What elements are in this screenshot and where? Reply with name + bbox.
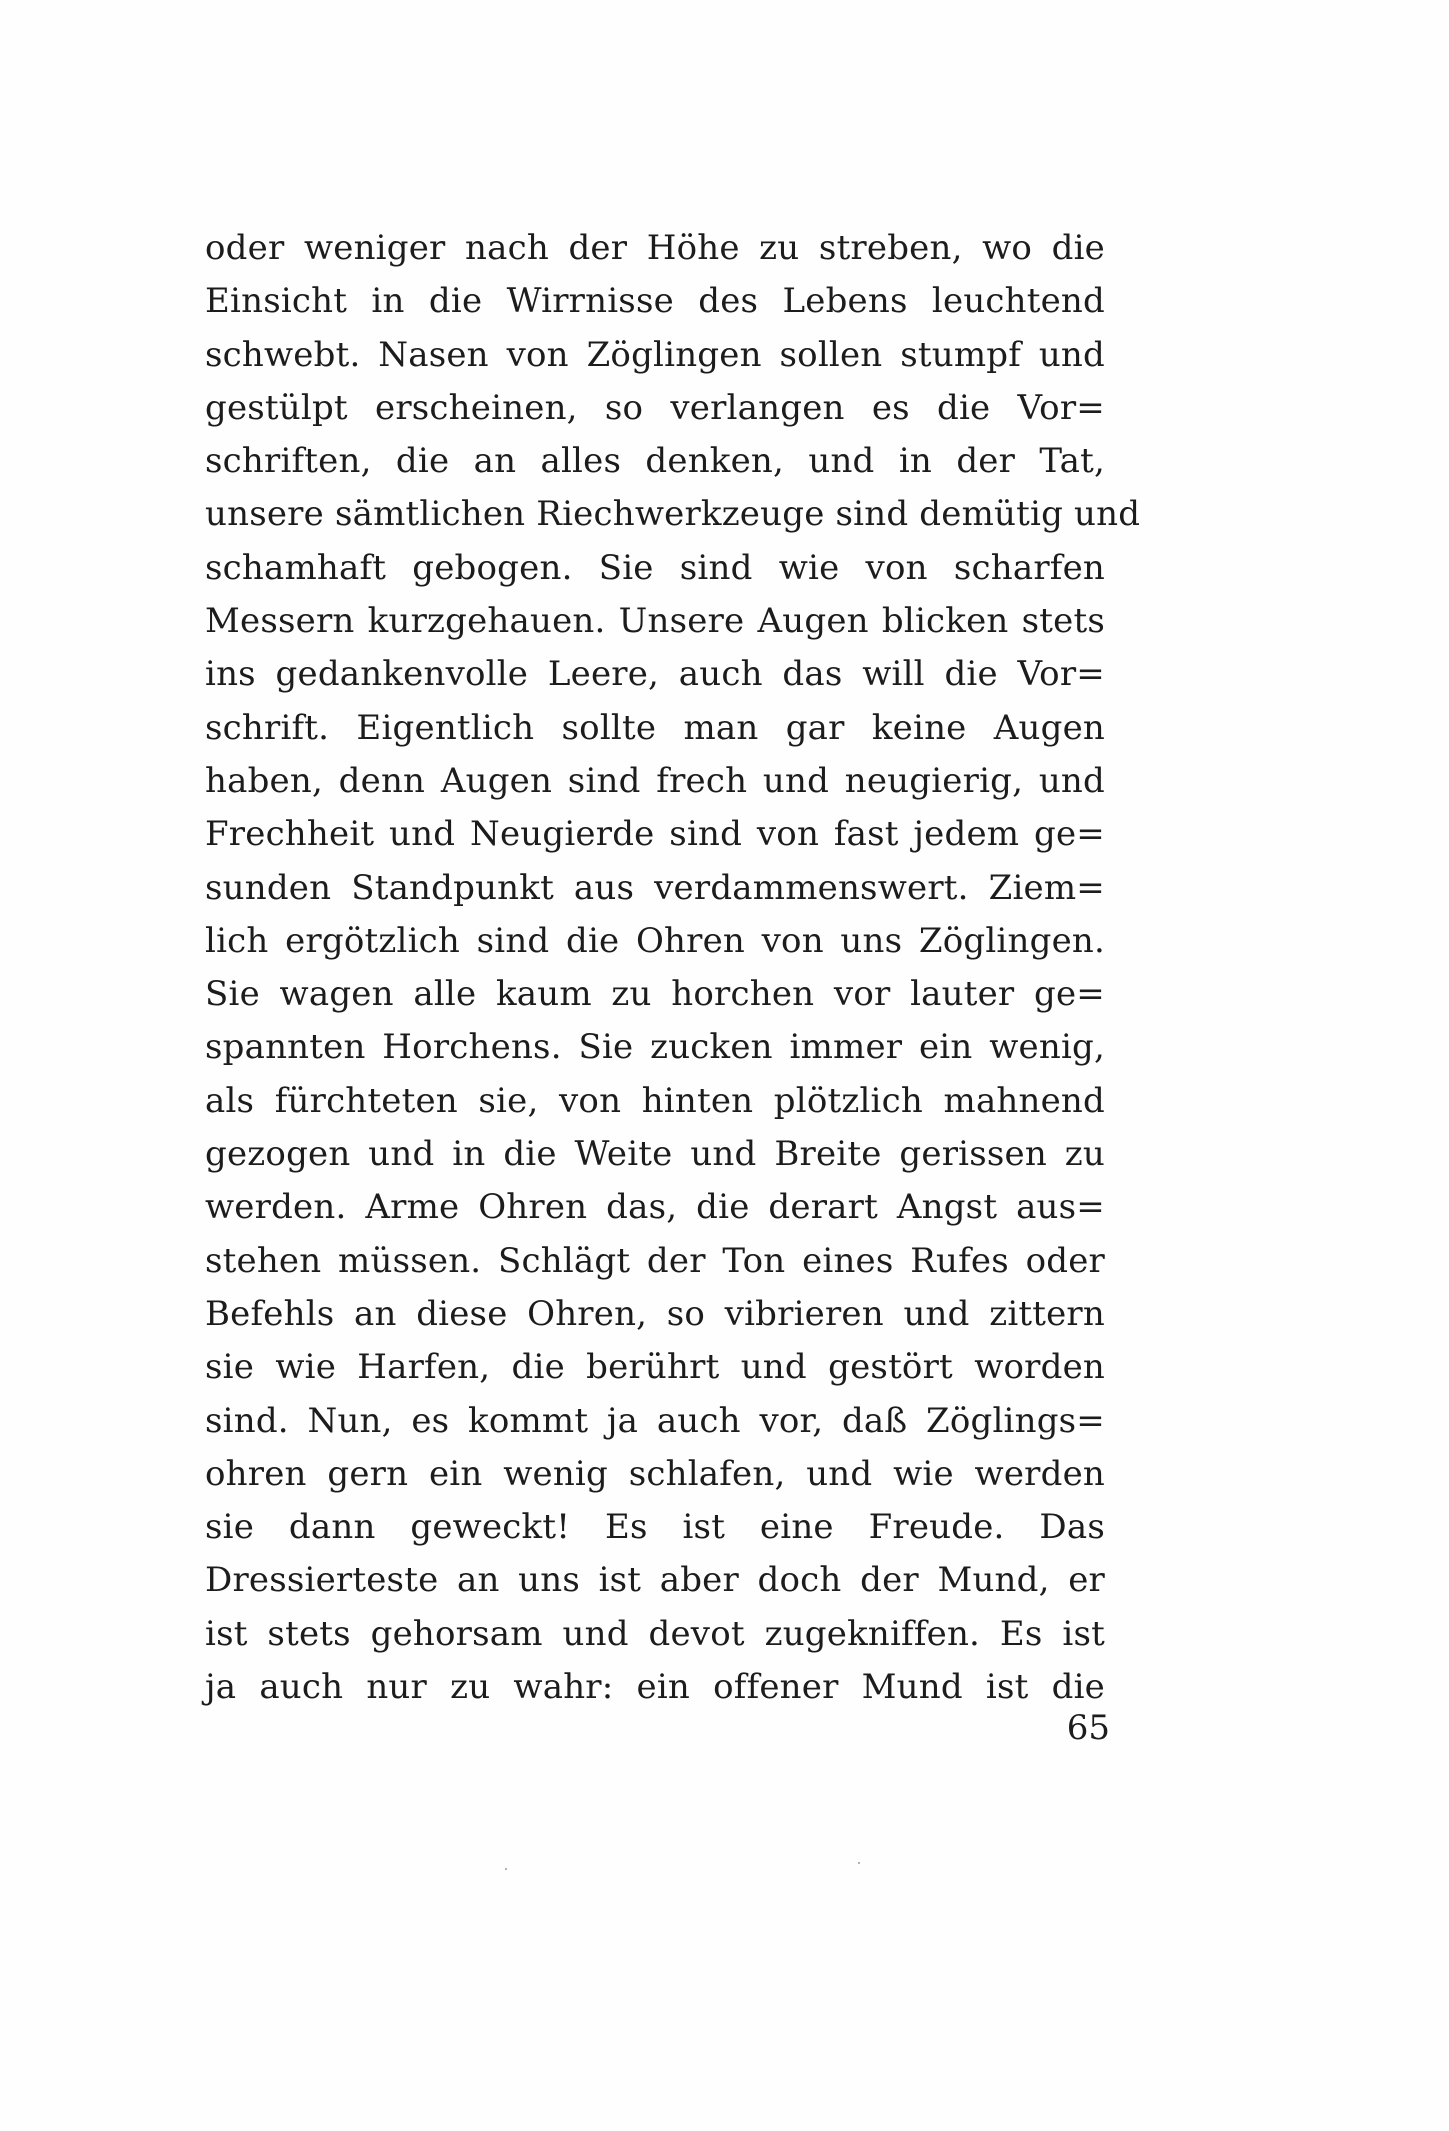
text-line: schamhaft gebogen. Sie sind wie von scharfen [205, 547, 1105, 588]
text-line: gezogen und in die Weite und Breite gerissen zu [205, 1134, 1105, 1175]
text-line: ja auch nur zu wahr: ein offener Mund ist die [205, 1667, 1105, 1708]
text-line: Dressierteste an uns ist aber doch der Mund, er [205, 1560, 1105, 1601]
paper-speck [505, 1868, 507, 1870]
paper-speck [858, 1862, 860, 1864]
text-line: als fürchteten sie, von hinten plötzlich mahnend [205, 1080, 1105, 1121]
text-line: Befehls an diese Ohren, so vibrieren und zittern [205, 1293, 1105, 1334]
text-line: sind. Nun, es kommt ja auch vor, daß Zöglings= [205, 1400, 1105, 1441]
body-text [205, 222, 1141, 1714]
text-line: sunden Standpunkt aus verdammenswert. Ziem= [205, 867, 1105, 908]
text-line: ist stets gehorsam und devot zugekniffen. Es ist [205, 1613, 1105, 1654]
text-line: schriften, die an alles denken, und in der Tat, [205, 441, 1105, 482]
text-line: sie wie Harfen, die berührt und gestört worden [205, 1347, 1105, 1388]
text-line: haben, denn Augen sind frech und neugierig, und [205, 760, 1105, 801]
text-line: Sie wagen alle kaum zu horchen vor lauter ge= [205, 974, 1105, 1015]
text-line: Messern kurzgehauen. Unsere Augen blicken stets [205, 601, 1105, 642]
text-line: Einsicht in die Wirrnisse des Lebens leuchtend [205, 281, 1105, 322]
text-line: ins gedankenvolle Leere, auch das will die Vor= [205, 654, 1105, 695]
text-line: unsere sämtlichen Riechwerkzeuge sind demütig und [205, 494, 1141, 535]
text-line: lich ergötzlich sind die Ohren von uns Zöglingen. [205, 920, 1105, 961]
text-line: gestülpt erscheinen, so verlangen es die Vor= [205, 387, 1105, 428]
text-line: sie dann geweckt! Es ist eine Freude. Das [205, 1507, 1105, 1548]
text-line: stehen müssen. Schlägt der Ton eines Rufes oder [205, 1240, 1105, 1281]
text-line: spannten Horchens. Sie zucken immer ein wenig, [205, 1027, 1105, 1068]
page-number: 65 [1066, 1708, 1110, 1748]
text-line: ohren gern ein wenig schlafen, und wie werden [205, 1453, 1105, 1494]
text-line: schwebt. Nasen von Zöglingen sollen stumpf und [205, 334, 1105, 375]
text-line: Frechheit und Neugierde sind von fast jedem ge= [205, 814, 1105, 855]
text-line: oder weniger nach der Höhe zu streben, wo die [205, 228, 1105, 268]
text-line: werden. Arme Ohren das, die derart Angst aus= [205, 1187, 1105, 1228]
text-line: schrift. Eigentlich sollte man gar keine Augen [205, 707, 1105, 748]
